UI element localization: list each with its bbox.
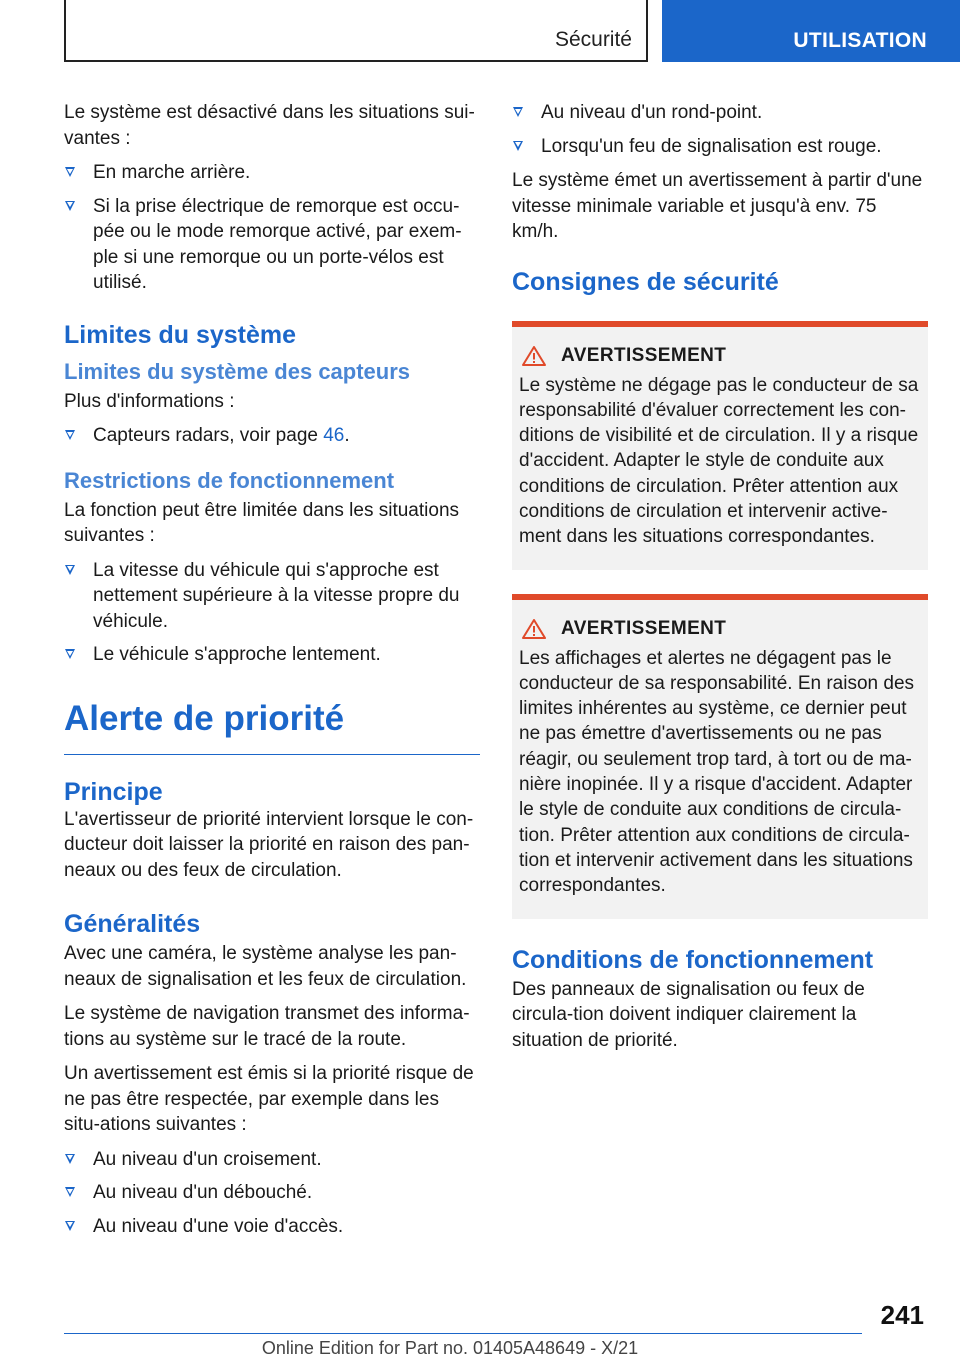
section-heading-limits: Limites du système bbox=[64, 320, 297, 349]
header-chapter-tab[interactable] bbox=[662, 0, 960, 62]
sensor-bullet-list bbox=[64, 423, 480, 449]
bullet-triangle-icon bbox=[65, 430, 75, 440]
bullet-triangle-icon bbox=[65, 201, 75, 211]
general-paragraph-1: Avec une caméra, le système analyse les pan-neaux de signalisation et les feux de circulation. bbox=[64, 943, 467, 990]
general-paragraph-2: Le système de navigation transmet des informa-tions au système sur le tracé de la route. bbox=[64, 1003, 470, 1050]
general-bullet-list bbox=[64, 1147, 480, 1240]
chapter-title: Alerte de priorité bbox=[64, 698, 480, 755]
section-heading-conditions: Conditions de fonctionnement bbox=[512, 945, 874, 974]
general-paragraph-3: Un avertissement est émis si la priorité risque de ne pas être respectée, par exemple dans les situ-ations suivantes : bbox=[64, 1063, 474, 1135]
header-chapter-label: UTILISATION bbox=[793, 29, 927, 52]
left-column bbox=[64, 100, 480, 1248]
bullet-triangle-icon bbox=[65, 1154, 75, 1164]
list-item: La vitesse du véhicule qui s'approche est nettement supérieure à la vitesse propre du véhicule. bbox=[64, 558, 480, 635]
section-heading-general: Généralités bbox=[64, 910, 201, 938]
list-item: Capteurs radars, voir page 46. bbox=[64, 423, 480, 449]
warning-text: Les affichages et alertes ne dégagent pas le conducteur de sa responsabilité. En raison des limites inhérentes au système, ce dernier peut ne pas émettre d'avertissements ou ne pas réagir, ou seulement trop tard, à tort ou de ma-nière inopinée. Il y a risque d'accident. Adapter le style de conduite aux conditions de circula-tion. Prêter attention aux conditions de circula-tion et intervenir activement dans les situations correspondantes. bbox=[519, 647, 915, 897]
bullet-triangle-icon bbox=[65, 167, 75, 177]
subsection-heading-restrictions: Restrictions de fonctionnement bbox=[64, 467, 395, 493]
subsection-heading-sensor-limits: Limites du système des capteurs bbox=[64, 358, 411, 384]
intro-bullet-list bbox=[64, 160, 480, 296]
header-section-title: Sécurité bbox=[554, 28, 632, 51]
list-item: Au niveau d'un rond-point. bbox=[512, 100, 928, 126]
list-item: Au niveau d'une voie d'accès. bbox=[64, 1214, 480, 1240]
bullet-triangle-icon bbox=[65, 565, 75, 575]
warning-box-1 bbox=[512, 321, 928, 570]
header-section-box bbox=[64, 0, 648, 62]
warning-triangle-icon bbox=[521, 618, 547, 640]
speed-range-text: Le système émet un avertissement à partir d'une vitesse minimale variable et jusqu'à env. 75 km/h. bbox=[512, 170, 923, 242]
footer-edition: Online Edition for Part no. 01405A48649 - X/21 bbox=[261, 1338, 639, 1358]
bullet-triangle-icon bbox=[65, 1221, 75, 1231]
restrictions-text: La fonction peut être limitée dans les situations suivantes : bbox=[64, 499, 460, 546]
page-number: 241 bbox=[880, 1300, 924, 1330]
warning-title: AVERTISSEMENT bbox=[561, 344, 727, 366]
section-heading-principle: Principe bbox=[64, 777, 163, 806]
list-item: Au niveau d'un croisement. bbox=[64, 1147, 480, 1173]
right-column bbox=[512, 100, 928, 1062]
intro-text: Le système est désactivé dans les situations sui-vantes : bbox=[64, 102, 475, 149]
principle-text: L'avertisseur de priorité intervient lorsque le con-ducteur doit laisser la priorité en raison des pan-neaux ou des feux de circulation. bbox=[64, 808, 474, 881]
list-item: En marche arrière. bbox=[64, 160, 480, 186]
more-info-text: Plus d'informations : bbox=[64, 390, 235, 412]
page-reference-link[interactable]: 46 bbox=[323, 425, 345, 446]
right-bullet-list bbox=[512, 100, 928, 159]
list-item: Au niveau d'un débouché. bbox=[64, 1180, 480, 1206]
list-item: Si la prise électrique de remorque est occu-pée ou le mode remorque activé, par exem-ple si une remorque ou un porte-vélos est utilisé. bbox=[64, 194, 480, 296]
warning-header bbox=[519, 345, 921, 367]
warning-header bbox=[519, 618, 921, 640]
list-item: Le véhicule s'approche lentement. bbox=[64, 642, 480, 668]
bullet-triangle-icon bbox=[65, 1187, 75, 1197]
warning-text: Le système ne dégage pas le conducteur de sa responsabilité d'évaluer correctement les con-ditions de visibilité et de circulation. Il y a risque d'accident. Adapter le style de conduite aux conditions de circulation. Prêter attention aux conditions de circulation et intervenir active-ment dans les situations correspondantes. bbox=[519, 374, 919, 548]
warning-triangle-icon bbox=[521, 345, 547, 367]
section-heading-safety: Consignes de sécurité bbox=[512, 267, 779, 296]
list-item: Lorsqu'un feu de signalisation est rouge. bbox=[512, 134, 928, 160]
footer-divider bbox=[64, 1333, 862, 1334]
warning-box-2 bbox=[512, 594, 928, 919]
bullet-triangle-icon bbox=[513, 107, 523, 117]
conditions-text: Des panneaux de signalisation ou feux de circula-tion doivent indiquer clairement la situation de priorité. bbox=[512, 978, 865, 1051]
bullet-triangle-icon bbox=[65, 649, 75, 659]
warning-title: AVERTISSEMENT bbox=[561, 617, 727, 639]
bullet-triangle-icon bbox=[513, 141, 523, 151]
restrictions-bullet-list bbox=[64, 558, 480, 668]
